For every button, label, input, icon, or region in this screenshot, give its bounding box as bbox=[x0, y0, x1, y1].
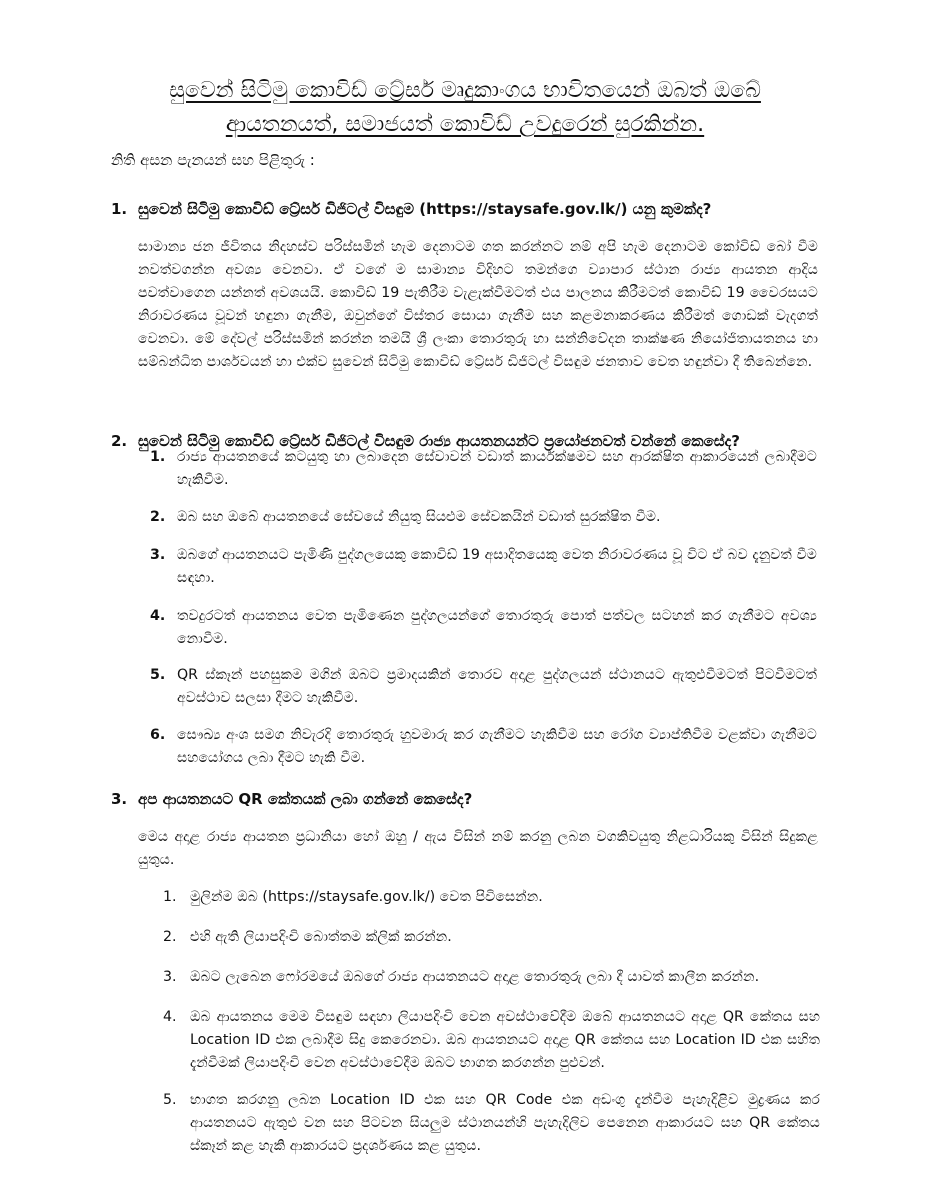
list-item-number: 4. bbox=[150, 608, 166, 624]
section-2-number: 2. bbox=[111, 432, 128, 450]
list-item-text: සෞඛ්‍ය අංශ සමග නිවැරදි තොරතුරු හුවමාරු කර ගැනීමට හැකිවීම සහ රෝග ව්‍යාප්තිවීම වළක්වා ගැනීමට සහයෝගය ලබා දීමට හැකි වීම. bbox=[177, 727, 817, 766]
list-item-number: 2. bbox=[163, 929, 177, 945]
section-3-step-1 bbox=[163, 886, 823, 912]
section-2-item-5 bbox=[150, 664, 820, 712]
section-3-step-2 bbox=[163, 926, 823, 952]
section-2-item-4 bbox=[150, 605, 820, 653]
list-item-text: රාජ්‍ය ආයතනයේ කටයුතු හා ලබාදෙන සේවාවන් වඩාත් කාර්යක්ෂමව සහ ආරක්ෂිත ආකාරයෙන් ලබාදීමට හැකිවීම. bbox=[177, 449, 817, 488]
section-1-heading bbox=[111, 200, 711, 218]
section-3-number: 3. bbox=[111, 790, 128, 808]
list-item-number: 3. bbox=[150, 547, 166, 563]
list-item-number: 5. bbox=[163, 1092, 177, 1108]
list-item-number: 1. bbox=[150, 449, 166, 465]
faq-intro: නිති අසන පැනයන් සහ පිළිතුරු : bbox=[111, 151, 315, 169]
list-item-text: එහි ඇති ලියාපදිංචි බොත්තම ක්ලික් කරන්න. bbox=[190, 929, 452, 945]
list-item-text: ඔබට ලැබෙන ෆෝරමයේ ඔබගේ රාජ්‍ය ආයතනයට අදාළ තොරතුරු ලබා දී යාවත් කාලීන කරන්න. bbox=[190, 969, 760, 985]
list-item-number: 4. bbox=[163, 1009, 177, 1025]
section-3-paragraph: මෙය අදාළ රාජ්‍ය ආයතන ප්‍රධානියා හෝ ඔහු / ඇය විසින් නම් කරනු ලබන වගකිවයුතු නිළධාරියකු විසින් සිදුකළ යුතුය. bbox=[138, 829, 818, 868]
section-1-heading-text: සුවෙන් සිටිමු කොවිඩ් ට්‍රේසර් ඩිජිටල් විසඳුම (https://staysafe.gov.lk/) යනු කුමක්ද? bbox=[138, 200, 712, 218]
section-3-heading-text: අප ආයතනයට QR කේතයක් ලබා ගන්නේ කෙසේද? bbox=[138, 790, 473, 808]
list-item-number: 6. bbox=[150, 727, 166, 743]
list-item-text: මුලින්ම ඔබ (https://staysafe.gov.lk/) වෙත පිවිසෙන්න. bbox=[190, 889, 543, 905]
section-2-heading-text: සුවෙන් සිටිමු කොවිඩ් ට්‍රේසර් ඩිජිටල් විසඳුම රාජ්‍ය ආයතනයන්ට ප්‍රයෝජනවත් වන්නේ කෙසේද? bbox=[138, 432, 740, 450]
list-item-number: 2. bbox=[150, 509, 166, 525]
section-1-number: 1. bbox=[111, 200, 128, 218]
section-2-item-6 bbox=[150, 724, 820, 772]
section-2-item-1 bbox=[150, 446, 820, 494]
list-item-text: තවදුරටත් ආයතනය වෙත පැමිණෙන පුද්ගලයන්ගේ තොරතුරු පොත් පත්වල සටහන් කර ගැනීමට අවශ්‍ය නොවීම. bbox=[177, 608, 817, 647]
document-title: සුවෙන් සිටිමු කොවිඩ් ට්‍රේසර් මෘදුකාංගය භාවිතයෙන් ඔබත් ඔබේ ආයතනයත්, සමාජයත් කොවිඩ් උවදුරෙන් සුරකින්න. bbox=[169, 78, 761, 137]
list-item-number: 3. bbox=[163, 969, 177, 985]
section-1-paragraph: සාමාන්‍ය ජන ජීවිතය නිදහස්ව පරිස්සමින් හැම දෙනාටම ගත කරන්නට නම් අපි හැම දෙනාටම කෝවිඩ් බෝ වීම නවත්වගන්න අවශ්‍ය වෙනවා. ඒ වගේ ම සාමාන්‍ය විදිහට තමන්ගෙ ව්‍යාපාර ස්ථාන රාජ්‍ය ආයතන ආදිය පවත්වාගෙන යන්නත් අවශයයි. කොවිඩ් 19 පැතිරීම වැළැක්වීමටත් එය පාලනය කිරීමටත් කොවිඩ් 19 වෛරසයට නිරාවරණය වූවන් හඳුනා ගැනීම, ඔවුන්ගේ විස්තර සොයා ගැනීම සහ කළමනාකරණය කිරීමත් ගොඩක් වැදගත් වෙනවා. මේ දේවල් පරිස්සමින් කරන්න තමයි ශ්‍රී ලංකා තොරතුරු හා සන්නිවේදන තාක්ෂණ නියෝජිතායතනය හා සම්බන්ධිත පාර්ශවයන් හා එක්ව සුවෙන් සිටිමු කොවිඩ් ට්‍රේසර් ඩිජිටල් විසඳුම ජනතාව වෙත හඳුන්වා දී තිබෙන්නෙ. bbox=[138, 239, 818, 370]
list-item-number: 5. bbox=[150, 667, 166, 683]
section-3-step-3 bbox=[163, 966, 823, 992]
section-3-heading bbox=[111, 790, 472, 808]
section-3-step-4 bbox=[163, 1006, 823, 1078]
list-item-text: ඔබ සහ ඔබේ ආයතනයේ සේවයේ නියුතු සියළුම සේවකයින් වඩාත් සුරක්ෂිත වීම. bbox=[177, 509, 661, 525]
section-3-step-5 bbox=[163, 1089, 823, 1161]
section-2-item-2 bbox=[150, 506, 820, 532]
section-2-item-3 bbox=[150, 544, 820, 592]
list-item-text: ඔබ ආයතනය මෙම විසඳුම සඳහා ලියාපදිංචි වෙන අවස්ථාවේදීම ඔබේ ආයතනයට අදාළ QR කේතය සහ Location ID එක ලබාදීම සිදු කෙරෙනවා. ඔබ ආයතනයට අදාළ QR කේතය සහ Location ID එක සහිත දැන්වීමක් ලියාපදිංචි වෙන අවස්ථාවේදීම ඔබට භාගත කරගන්න පුළුවන්. bbox=[190, 1009, 820, 1071]
list-item-number: 1. bbox=[163, 889, 177, 905]
list-item-text: භාගත කරගනු ලබන Location ID එක සහ QR Code එක අඩංගු දැන්වීම පැහැදිළිව මුද්‍රණය කර ආයතනයට ඇතුළු වන සහ පිටවන සියලුම ස්ථානයන්හි පැහැදිලිව පෙනෙන ආකාරයට සහ QR කේතය ස්කෑන් කළ හැකි ආකාරයට ප්‍රදර්ශණය කළ යුතුය. bbox=[190, 1092, 820, 1154]
list-item-text: ඔබගේ ආයතනයට පැමිණි පුද්ගලයෙකු කොවිඩ් 19 අසාදිතයෙකු වෙත නිරාවරණය වූ විට ඒ බව දැනුවත් වීම සඳහා. bbox=[177, 547, 817, 586]
list-item-text: QR ස්කෑන් පහසුකම මගින් ඔබට ප්‍රමාදයකින් තොරව අදාළ පුද්ගලයන් ස්ථානයට ඇතුළුවීමටත් පිටවීමටත් අවස්ථාව සලසා දීමට හැකිවීම. bbox=[177, 667, 817, 706]
